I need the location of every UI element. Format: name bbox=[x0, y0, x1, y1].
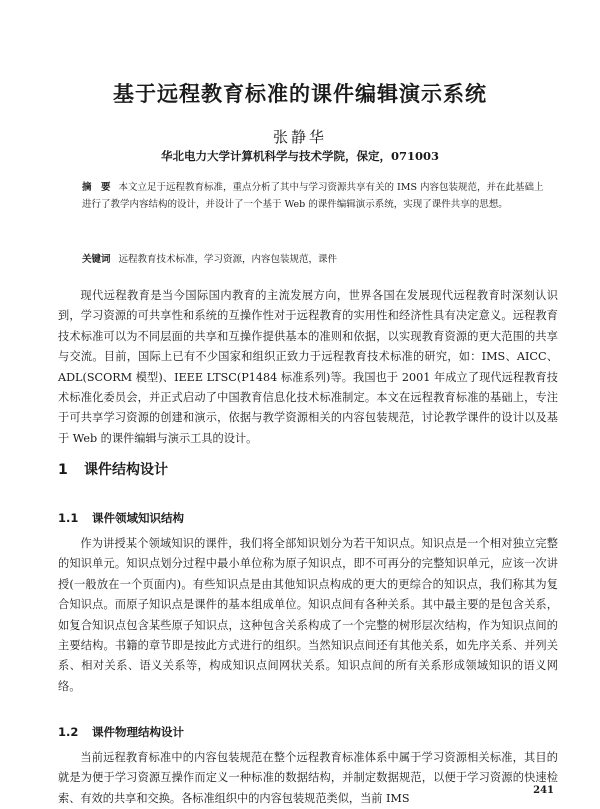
section-1-1-paragraph: 作为讲授某个领域知识的课件，我们将全部知识划分为若干知识点。知识点是一个相对独立完整的知识单元。知识点划分过程中最小单位称为原子知识点，即不可再分的完整知识单元，应该一次讲授(一般放在一个页面内)。有些知识点是由其他知识点构成的更大的更综合的知识点，我们称其为复合知识点。而原子知识点是课件的基本组成单位。知识点间有各种关系。其中最主要的是包含关系，如复合知识点包含某些原子知识点，这种包含关系构成了一个完整的树形层次结构，作为知识点间的主要结构。书籍的章节即是按此方式进行的组织。当然知识点间还有其他关系，如先序关系、并列关系、相对关系、语义关系等，构成知识点间网状关系。知识点间的所有关系形成领域知识的语义网络。 bbox=[58, 537, 558, 693]
section-1-title: 课件结构设计 bbox=[84, 462, 168, 478]
keywords bbox=[82, 251, 552, 268]
section-1-number: 1 bbox=[58, 462, 68, 478]
page-number: 241 bbox=[533, 785, 554, 796]
section-1-1-number: 1.1 bbox=[58, 511, 79, 525]
author-name: 张静华 bbox=[272, 128, 327, 146]
section-1-2-number: 1.2 bbox=[58, 725, 79, 739]
intro-paragraph: 现代远程教育是当今国际国内教育的主流发展方向，世界各国在发展现代远程教育时深刻认识到，学习资源的可共享性和系统的互操作性对于远程教育的实用性和经济性具有决定意义。远程教育技术标准可以为不同层面的共享和互操作提供基本的准则和依据，以实现教育资源的更大范围的共享与交流。目前，国际上已有不少国家和组织正致力于远程教育技术标准的研究，如：IMS、AICC、ADL(SCORM 模型)、IEEE LTSC(P1484 标准系列)等。我国也于 2001 年成立了现代远程教育技术标准化委员会，并正式启动了中国教育信息化技术标准制定。本文在远程教育标准的基础上，专注于可共享学习资源的创建和演示，依据与教学资源相关的内容包装规范，讨论教学课件的设计以及基于 Web 的课件编辑与演示工具的设计。 bbox=[58, 289, 558, 445]
section-1-1-title: 课件领域知识结构 bbox=[92, 511, 184, 525]
abstract-text: 本文立足于远程教育标准，重点分析了其中与学习资源共享有关的 IMS 内容包装规范，并在此基础上进行了教学内容结构的设计，并设计了一个基于 Web 的课件编辑演示系统，实现了课件共享的思想。 bbox=[82, 182, 544, 210]
section-1-heading bbox=[58, 459, 168, 479]
section-1-1-heading bbox=[58, 510, 184, 526]
author-affiliation: 华北电力大学计算机科学与技术学院，保定，071003 bbox=[160, 149, 439, 163]
keywords-label: 关键词 bbox=[82, 254, 111, 265]
keywords-text: 远程教育技术标准，学习资源，内容包装规范，课件 bbox=[118, 254, 338, 265]
paper-title: 基于远程教育标准的课件编辑演示系统 bbox=[113, 82, 487, 106]
abstract-label: 摘 要 bbox=[82, 182, 111, 193]
abstract bbox=[82, 179, 552, 213]
section-1-2-heading bbox=[58, 724, 184, 740]
section-1-2-paragraph: 当前远程教育标准中的内容包装规范在整个远程教育标准体系中属于学习资源相关标准，其目的就是为便于学习资源互操作而定义一种标准的数据结构，并制定数据规范，以便于学习资源的快速检索、有效的共享和交换。各标准组织中的内容包装规范类似，当前 IMS bbox=[58, 751, 558, 805]
section-1-2-title: 课件物理结构设计 bbox=[92, 725, 184, 739]
